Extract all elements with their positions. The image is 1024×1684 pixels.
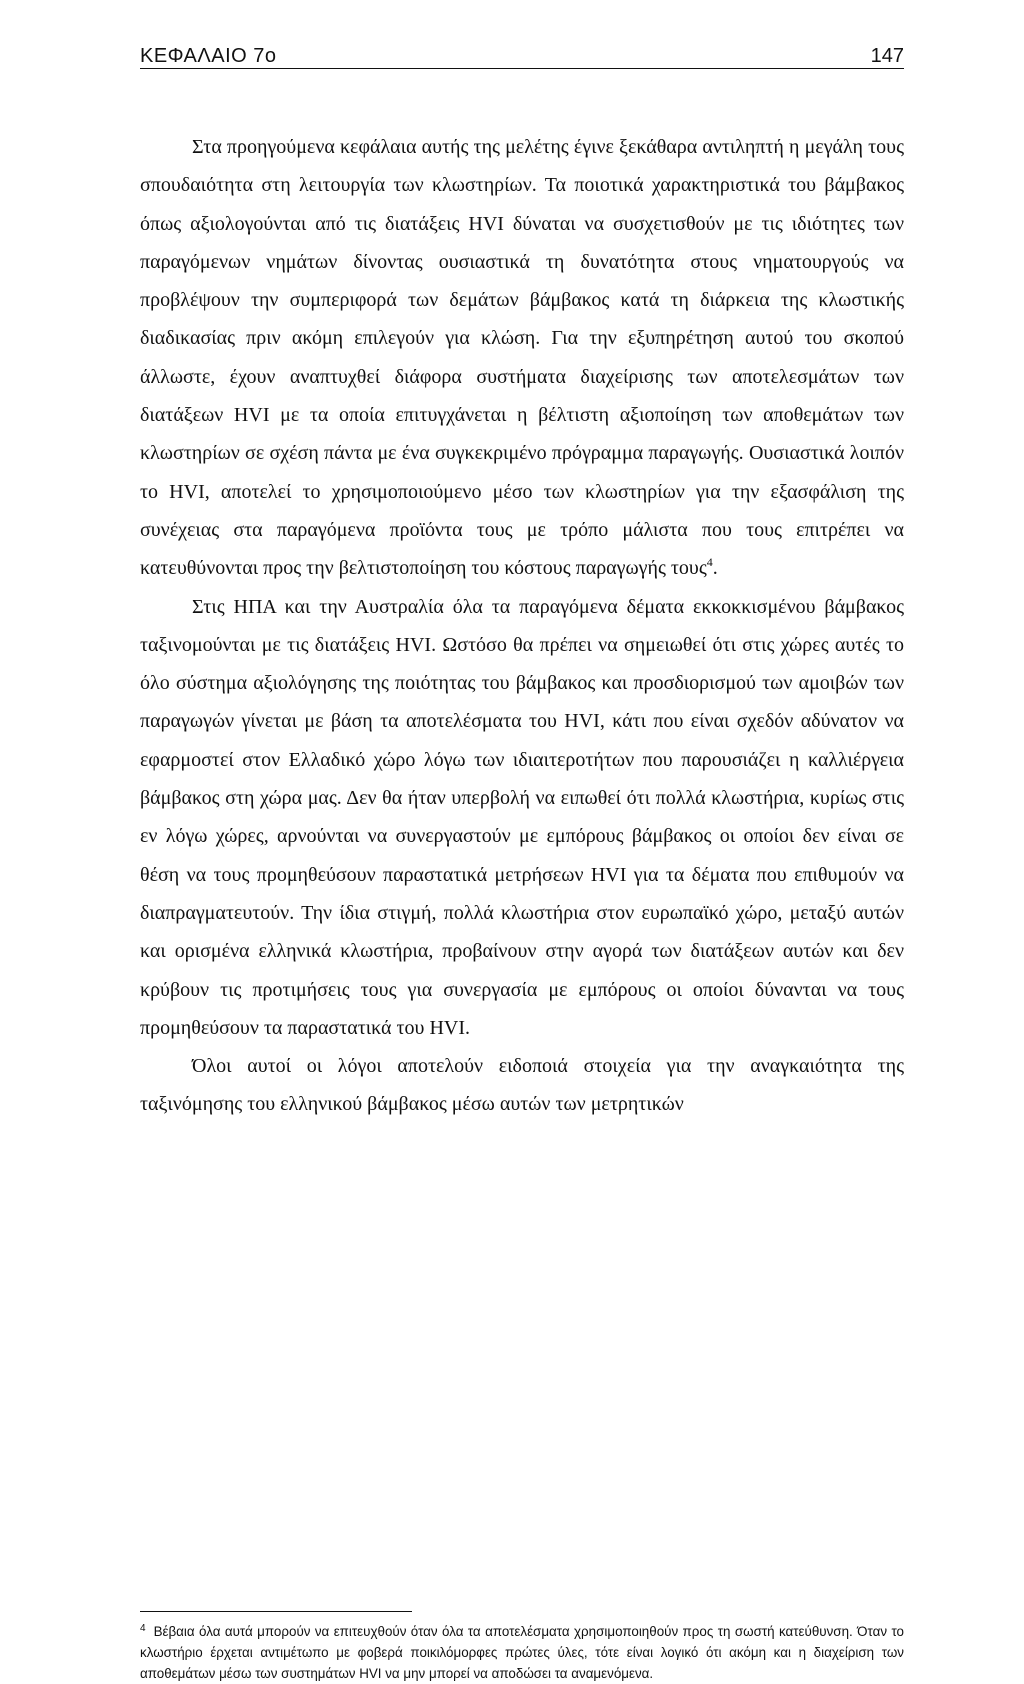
running-header xyxy=(140,44,904,69)
footnote-text: Βέβαια όλα αυτά μπορούν να επιτευχθούν όταν όλα τα αποτελέσματα χρησιμοποιηθούν προς τη σωστή κατεύθυνση. Όταν το κλωστήριο έρχεται αντιμέτωπο με φοβερά ποικιλόμορφες πρώτες ύλες, τότε είναι λογικό ότι ακόμη και η διαχείριση των αποθεμάτων μέσω των συστημάτων HVI να μην μπορεί να αποδώσει τα αναμενόμενα. xyxy=(140,1624,904,1681)
paragraph-2: Στις ΗΠΑ και την Αυστραλία όλα τα παραγόμενα δέματα εκκοκκισμένου βάμβακος ταξινομούνται με τις διατάξεις HVI. Ωστόσο θα πρέπει να σημειωθεί ότι στις χώρες αυτές το όλο σύστημα αξιολόγησης της ποιότητας του βάμβακος και προσδιορισμού των αμοιβών των παραγωγών γίνεται με βάση τα αποτελέσματα του HVI, κάτι που είναι σχεδόν αδύνατον να εφαρμοστεί στον Ελλαδικό χώρο λόγω των ιδιαιτεροτήτων που παρουσιάζει η καλλιέργεια βάμβακος στη χώρα μας. Δεν θα ήταν υπερβολή να ειπωθεί ότι πολλά κλωστήρια, κυρίως στις εν λόγω χώρες, αρνούνται να συνεργαστούν με εμπόρους βάμβακος οι οποίοι δεν είναι σε θέση να τους προμηθεύσουν παραστατικά μετρήσεων HVI για τα δέματα που επιθυμούν να διαπραγματευτούν. Την ίδια στιγμή, πολλά κλωστήρια στον ευρωπαϊκό χώρο, μεταξύ αυτών και ορισμένα ελληνικά κλωστήρια, προβαίνουν στην αγορά των διατάξεων αυτών και δεν κρύβουν τις προτιμήσεις τους για συνεργασία με εμπόρους οι οποίοι δύνανται να τους προμηθεύσουν τα παραστατικά του HVI. xyxy=(140,595,904,1039)
page-number: 147 xyxy=(870,45,904,67)
paragraph-1-text: Στα προηγούμενα κεφάλαια αυτής της μελέτης έγινε ξεκάθαρα αντιληπτή η μεγάλη τους σπουδαιότητα στη λειτουργία των κλωστηρίων. Τα ποιοτικά χαρακτηριστικά του βάμβακος όπως αξιολογούνται από τις διατάξεις HVI δύναται να συσχετισθούν με τις ιδιότητες των παραγόμενων νημάτων δίνοντας ουσιαστικά τη δυνατότητα στους νηματουργούς να προβλέψουν την συμπεριφορά των δεμάτων βάμβακος κατά τη διάρκεια της κλωστικής διαδικασίας πριν ακόμη επιλεγούν για κλώση. Για την εξυπηρέτηση αυτού του σκοπού άλλωστε, έχουν αναπτυχθεί διάφορα συστήματα διαχείρισης των αποτελεσμάτων των διατάξεων HVI με τα οποία επιτυγχάνεται η βέλτιστη αξιοποίηση των αποθεμάτων των κλωστηρίων σε σχέση πάντα με ένα συγκεκριμένο πρόγραμμα παραγωγής. Ουσιαστικά λοιπόν το HVI, αποτελεί το χρησιμοποιούμενο μέσο των κλωστηρίων για την εξασφάλιση της συνέχειας στα παραγόμενα προϊόντα τους με τρόπο μάλιστα που τους επιτρέπει να κατευθύνονται προς την βελτιστοποίηση του κόστους παραγωγής τους xyxy=(140,136,904,580)
paragraph-3: Όλοι αυτοί οι λόγοι αποτελούν ειδοποιά στοιχεία για την αναγκαιότητα της ταξινόμησης του ελληνικού βάμβακος μέσω αυτών των μετρητικών xyxy=(140,1055,904,1116)
footnote-number: 4 xyxy=(140,1623,146,1634)
footnote-reference: 4 xyxy=(706,555,713,570)
body-text xyxy=(140,128,904,1124)
paragraph-1-end: . xyxy=(712,557,718,580)
chapter-title: ΚΕΦΑΛΑΙΟ 7ο xyxy=(140,45,277,67)
footnote xyxy=(140,1621,904,1684)
paragraph-1 xyxy=(140,128,904,588)
footnote-divider xyxy=(140,1611,412,1612)
